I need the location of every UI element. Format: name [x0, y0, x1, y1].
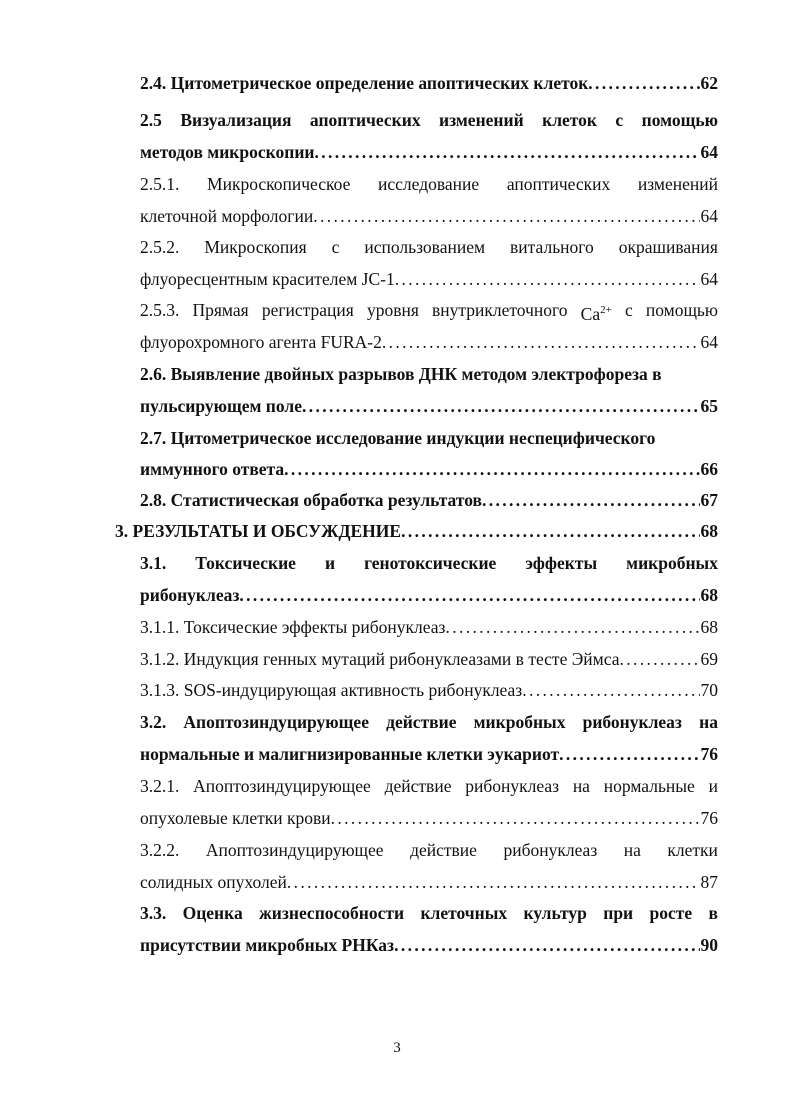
- toc-page-number: 70: [700, 680, 718, 700]
- dot-leader: [559, 742, 699, 766]
- toc-word: окрашивания: [618, 237, 718, 257]
- toc-word: действие: [386, 712, 457, 732]
- toc-word: микробных: [473, 712, 566, 732]
- toc-page-number: 65: [700, 396, 718, 416]
- toc-word: генотоксические: [364, 553, 497, 573]
- dot-leader: [482, 488, 700, 512]
- toc-word: клеточных: [420, 903, 508, 923]
- toc-word: Апоптозиндуцирующее: [183, 712, 369, 732]
- toc-entry-2-5-1-cont: [140, 204, 718, 228]
- toc-entry-title: иммунного ответа: [140, 459, 285, 479]
- toc-word: помощью: [641, 110, 718, 130]
- toc-word: 3.1.: [140, 553, 167, 573]
- toc-word: уровня: [366, 300, 419, 320]
- toc-word: Микроскопическое: [207, 174, 351, 194]
- toc-word: исследование: [378, 174, 480, 194]
- toc-word: с: [624, 300, 633, 320]
- toc-entry-3-2: [140, 710, 718, 734]
- toc-page-number: 90: [700, 935, 718, 955]
- toc-word: Прямая: [192, 300, 249, 320]
- toc-word: Визуализация: [180, 110, 292, 130]
- toc-entry-2-5: [140, 108, 718, 132]
- toc-entry-2-7-cont: [140, 457, 718, 481]
- toc-word: росте: [649, 903, 693, 923]
- dot-leader: [445, 615, 699, 639]
- toc-page-number: 68: [700, 617, 718, 637]
- toc-word: рибонуклеаз: [503, 840, 598, 860]
- toc-word: апоптических: [506, 174, 611, 194]
- toc-word: с: [615, 110, 624, 130]
- toc-word: изменений: [439, 110, 524, 130]
- toc-word: с: [331, 237, 340, 257]
- toc-word: 2.5: [140, 110, 162, 130]
- toc-entry-title: присутствии микробных РНКаз: [140, 935, 395, 955]
- toc-word: действие: [410, 840, 477, 860]
- toc-page-number: 64: [700, 332, 718, 352]
- toc-entry-title: солидных опухолей: [140, 872, 287, 892]
- toc-page-number: 64: [700, 142, 718, 162]
- toc-word: помощью: [645, 300, 718, 320]
- toc-word: 2.5.2.: [140, 237, 180, 257]
- toc-entry-title: 2.4. Цитометрическое определение апоптических клеток: [140, 73, 589, 93]
- toc-entry-3-2-2-cont: [140, 870, 718, 894]
- toc-entry-3-1-1: [140, 615, 718, 639]
- dot-leader: [394, 933, 699, 957]
- toc-page-number: 69: [700, 649, 718, 669]
- dot-leader: [287, 870, 700, 894]
- toc-entry-3-1: [140, 551, 718, 575]
- toc-word: регистрация: [261, 300, 354, 320]
- toc-word: рибонуклеаз: [465, 776, 560, 796]
- toc-word: нормальные: [603, 776, 695, 796]
- dot-leader: [302, 394, 700, 418]
- toc-word: 3.2.2.: [140, 840, 180, 860]
- calcium-symbol: Ca: [580, 303, 601, 322]
- toc-word: культур: [523, 903, 587, 923]
- toc-entry-title: 2.8. Статистическая обработка результатов: [140, 490, 482, 510]
- toc-word: и: [708, 776, 718, 796]
- toc-entry-3-2-cont: [140, 742, 718, 766]
- toc-word: Микроскопия: [204, 237, 307, 257]
- toc-entry-title: нормальные и малигнизированные клетки эукариот: [140, 744, 560, 764]
- toc-word: в: [708, 903, 718, 923]
- toc-entry-title: флуоресцентным красителем JC-1: [140, 269, 395, 289]
- calcium-charge: 2+: [600, 304, 612, 316]
- toc-entry-title: 2.7. Цитометрическое исследование индукции неспецифического: [140, 428, 656, 448]
- toc-word: клеток: [542, 110, 597, 130]
- toc-page-number: 64: [700, 269, 718, 289]
- toc-page-number: 64: [700, 206, 718, 226]
- toc-word: эффекты: [525, 553, 598, 573]
- toc-entry-title: 3.1.2. Индукция генных мутаций рибонуклеазами в тесте Эймса: [140, 649, 620, 669]
- page-number: 3: [393, 1040, 401, 1056]
- toc-word: клетки: [667, 840, 718, 860]
- toc-entry-title: клеточной морфологии: [140, 206, 314, 226]
- toc-word: использованием: [364, 237, 486, 257]
- toc-word: рибонуклеаз: [582, 712, 682, 732]
- dot-leader: [313, 204, 699, 228]
- dot-leader: [619, 647, 699, 671]
- toc-entry-title: методов микроскопии: [140, 142, 315, 162]
- toc-page-number: 68: [700, 585, 718, 605]
- toc-entry-3-2-2: [140, 838, 718, 862]
- toc-word: Оценка: [182, 903, 243, 923]
- toc-entry-3-2-1-cont: [140, 806, 718, 830]
- toc-word: на: [572, 776, 590, 796]
- dot-leader: [314, 140, 699, 164]
- toc-page-number: 76: [700, 744, 718, 764]
- toc-entry-3-1-2: [140, 647, 718, 671]
- toc-entry-title: 3. РЕЗУЛЬТАТЫ И ОБСУЖДЕНИЕ: [115, 521, 402, 541]
- toc-page-number: 62: [700, 73, 718, 93]
- toc-word: Токсические: [195, 553, 296, 573]
- toc-entry-3-1-cont: [140, 583, 718, 607]
- toc-entry-2-5-cont: [140, 140, 718, 164]
- toc-entry-2-6: [140, 362, 718, 386]
- toc-entry-2-5-1: [140, 172, 718, 196]
- dot-leader: [284, 457, 699, 481]
- toc-entry-2-5-2-cont: [140, 267, 718, 291]
- toc-word: 3.2.: [140, 712, 167, 732]
- toc-entry-2-4: [140, 71, 718, 95]
- toc-word: 2.5.3.: [140, 300, 180, 320]
- toc-word: апоптических: [309, 110, 421, 130]
- toc-entry-3-2-1: [140, 774, 718, 798]
- toc-entry-3-1-3: [140, 678, 718, 702]
- dot-leader: [239, 583, 699, 607]
- toc-entry-title: флуорохромного агента FURA-2: [140, 332, 382, 352]
- toc-page-number: 66: [700, 459, 718, 479]
- dot-leader: [588, 71, 699, 95]
- toc-word: микробных: [626, 553, 718, 573]
- toc-entry-title: 3.1.3. SOS-индуцирующая активность рибонуклеаз: [140, 680, 523, 700]
- dot-leader: [395, 267, 700, 291]
- toc-entry-title: 3.1.1. Токсические эффекты рибонуклеаз: [140, 617, 446, 637]
- toc-word: жизнеспособности: [259, 903, 405, 923]
- toc-page-number: 68: [700, 521, 718, 541]
- toc-entry-2-5-2: [140, 235, 718, 259]
- toc-entry-3-3-cont: [140, 933, 718, 957]
- toc-page-number: 87: [700, 872, 718, 892]
- toc-entry-2-6-cont: [140, 394, 718, 418]
- toc-entry-3: [115, 519, 718, 543]
- toc-entry-3-3: [140, 901, 718, 925]
- toc-word-calcium: [581, 298, 612, 322]
- dot-leader: [522, 678, 699, 702]
- toc-word: изменений: [637, 174, 718, 194]
- toc-word: 3.2.1.: [140, 776, 180, 796]
- toc-word: действие: [384, 776, 452, 796]
- toc-entry-title: 2.6. Выявление двойных разрывов ДНК методом электрофореза в: [140, 364, 662, 384]
- toc-word: 3.3.: [140, 903, 167, 923]
- toc-entry-2-8: [140, 488, 718, 512]
- dot-leader: [331, 806, 700, 830]
- toc-word: при: [603, 903, 634, 923]
- toc-entry-title: пульсирующем поле: [140, 396, 302, 416]
- dot-leader: [401, 519, 699, 543]
- toc-word: 2.5.1.: [140, 174, 180, 194]
- toc-page-number: 67: [700, 490, 718, 510]
- toc-word: и: [324, 553, 336, 573]
- toc-entry-2-5-3: [140, 298, 718, 322]
- toc-entry-title: рибонуклеаз: [140, 585, 240, 605]
- toc-word: Апоптозиндуцирующее: [193, 776, 371, 796]
- dot-leader: [382, 330, 700, 354]
- toc-entry-2-5-3-cont: [140, 330, 718, 354]
- toc-entry-2-7: [140, 426, 718, 450]
- toc-word: на: [623, 840, 641, 860]
- toc-word: внутриклеточного: [432, 300, 568, 320]
- toc-word: на: [699, 712, 718, 732]
- toc-word: Апоптозиндуцирующее: [205, 840, 384, 860]
- toc-page-number: 76: [700, 808, 718, 828]
- toc-entry-title: опухолевые клетки крови: [140, 808, 331, 828]
- toc-word: витального: [510, 237, 594, 257]
